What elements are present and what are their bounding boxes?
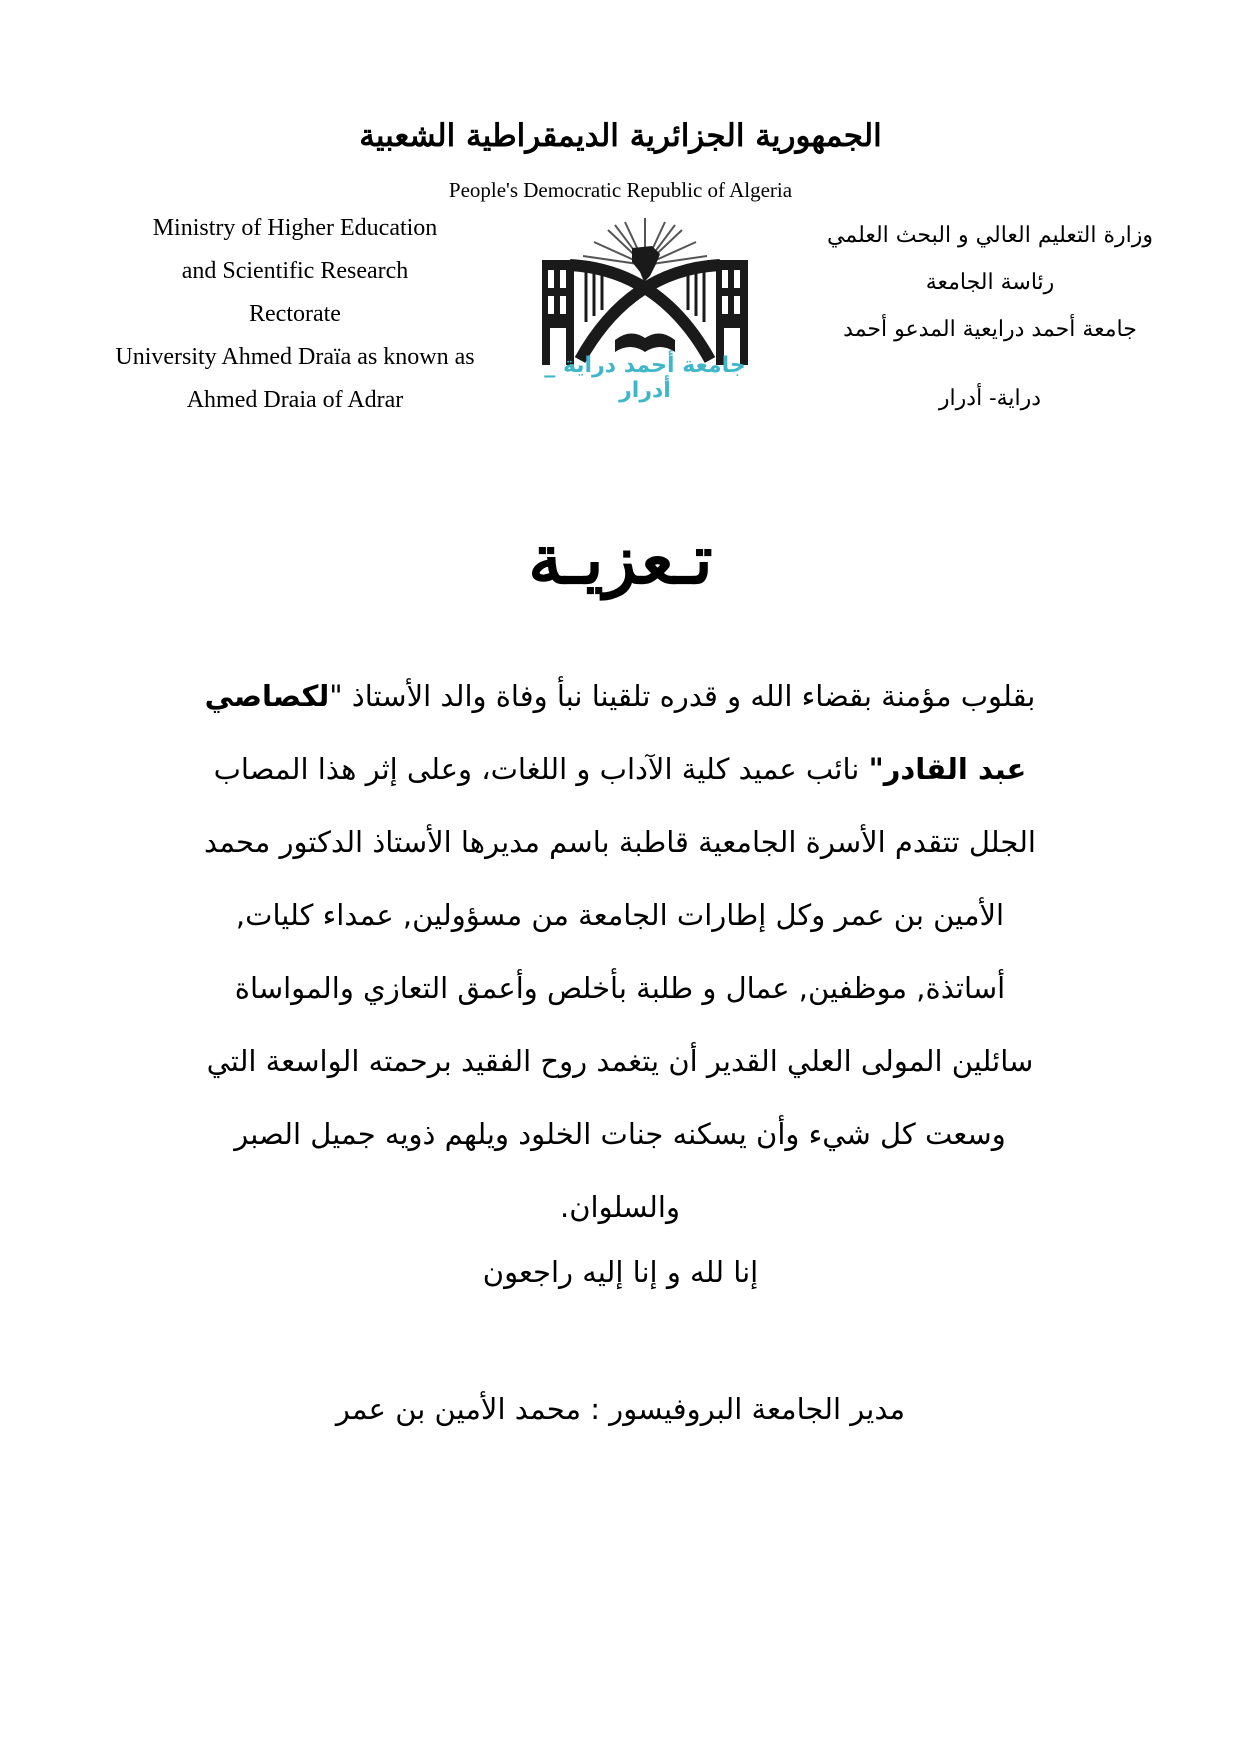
body-line-6: سائلين المولى العلي القدير أن يتغمد روح الفقيد برحمته الواسعة التي bbox=[206, 1044, 1034, 1078]
english-institution-block bbox=[80, 207, 510, 422]
body-line-2 bbox=[125, 733, 1115, 806]
rectorate-arabic-line: رئاسة الجامعة bbox=[925, 270, 1055, 295]
ministry-line-1: Ministry of Higher Education bbox=[152, 215, 438, 241]
ministry-arabic-line: وزارة التعليم العالي و البحث العلمي bbox=[827, 223, 1153, 248]
university-arabic-line-2: دراية- أدرار bbox=[938, 386, 1042, 411]
deceased-surname: لكصاصي bbox=[204, 679, 330, 713]
logo-caption: جامعة أحمد دراية _ أدرار bbox=[544, 353, 746, 403]
university-arabic-line-1: جامعة أحمد درايعية المدعو أحمد bbox=[843, 317, 1137, 342]
body-line-1 bbox=[125, 660, 1115, 733]
body-line-8: والسلوان. bbox=[560, 1190, 680, 1224]
rectorate-line: Rectorate bbox=[249, 301, 341, 327]
body-line-3: الجلل تتقدم الأسرة الجامعية قاطبة باسم مديرها الأستاذ الدكتور محمد bbox=[203, 825, 1036, 859]
condolence-body bbox=[125, 660, 1115, 1244]
ministry-line-2: and Scientific Research bbox=[181, 258, 409, 284]
arabic-republic-title: الجمهورية الجزائرية الديمقراطية الشعبية bbox=[359, 118, 882, 154]
closing-verse: إنا لله و إنا إليه راجعون bbox=[482, 1255, 759, 1289]
body-line-4: الأمين بن عمر وكل إطارات الجامعة من مسؤولين, عمداء كليات, bbox=[235, 898, 1005, 932]
arabic-institution-block bbox=[800, 212, 1180, 422]
body-line-7: وسعت كل شيء وأن يسكنه جنات الخلود ويلهم ذويه جميل الصبر bbox=[234, 1117, 1006, 1151]
university-line-2: Ahmed Draia of Adrar bbox=[186, 387, 404, 413]
open-book-icon bbox=[615, 333, 675, 352]
body-line-1-text: بقلوب مؤمنة بقضاء الله و قدره تلقينا نبأ وفاة والد الأستاذ " bbox=[329, 679, 1036, 713]
body-line-5: أساتذة, موظفين, عمال و طلبة بأخلص وأعمق التعازي والمواساة bbox=[234, 971, 1006, 1005]
body-line-2-text: نائب عميد كلية الآداب و اللغات، وعلى إثر هذا المصاب bbox=[213, 752, 869, 786]
english-republic-title: People's Democratic Republic of Algeria bbox=[448, 178, 793, 202]
signature-line: مدير الجامعة البروفيسور : محمد الأمين بن عمر bbox=[335, 1392, 906, 1426]
page-title: تـعزيـة bbox=[528, 520, 713, 600]
deceased-given-name: عبد القادر" bbox=[868, 752, 1027, 786]
university-line-1: University Ahmed Draïa as known as bbox=[115, 344, 475, 370]
